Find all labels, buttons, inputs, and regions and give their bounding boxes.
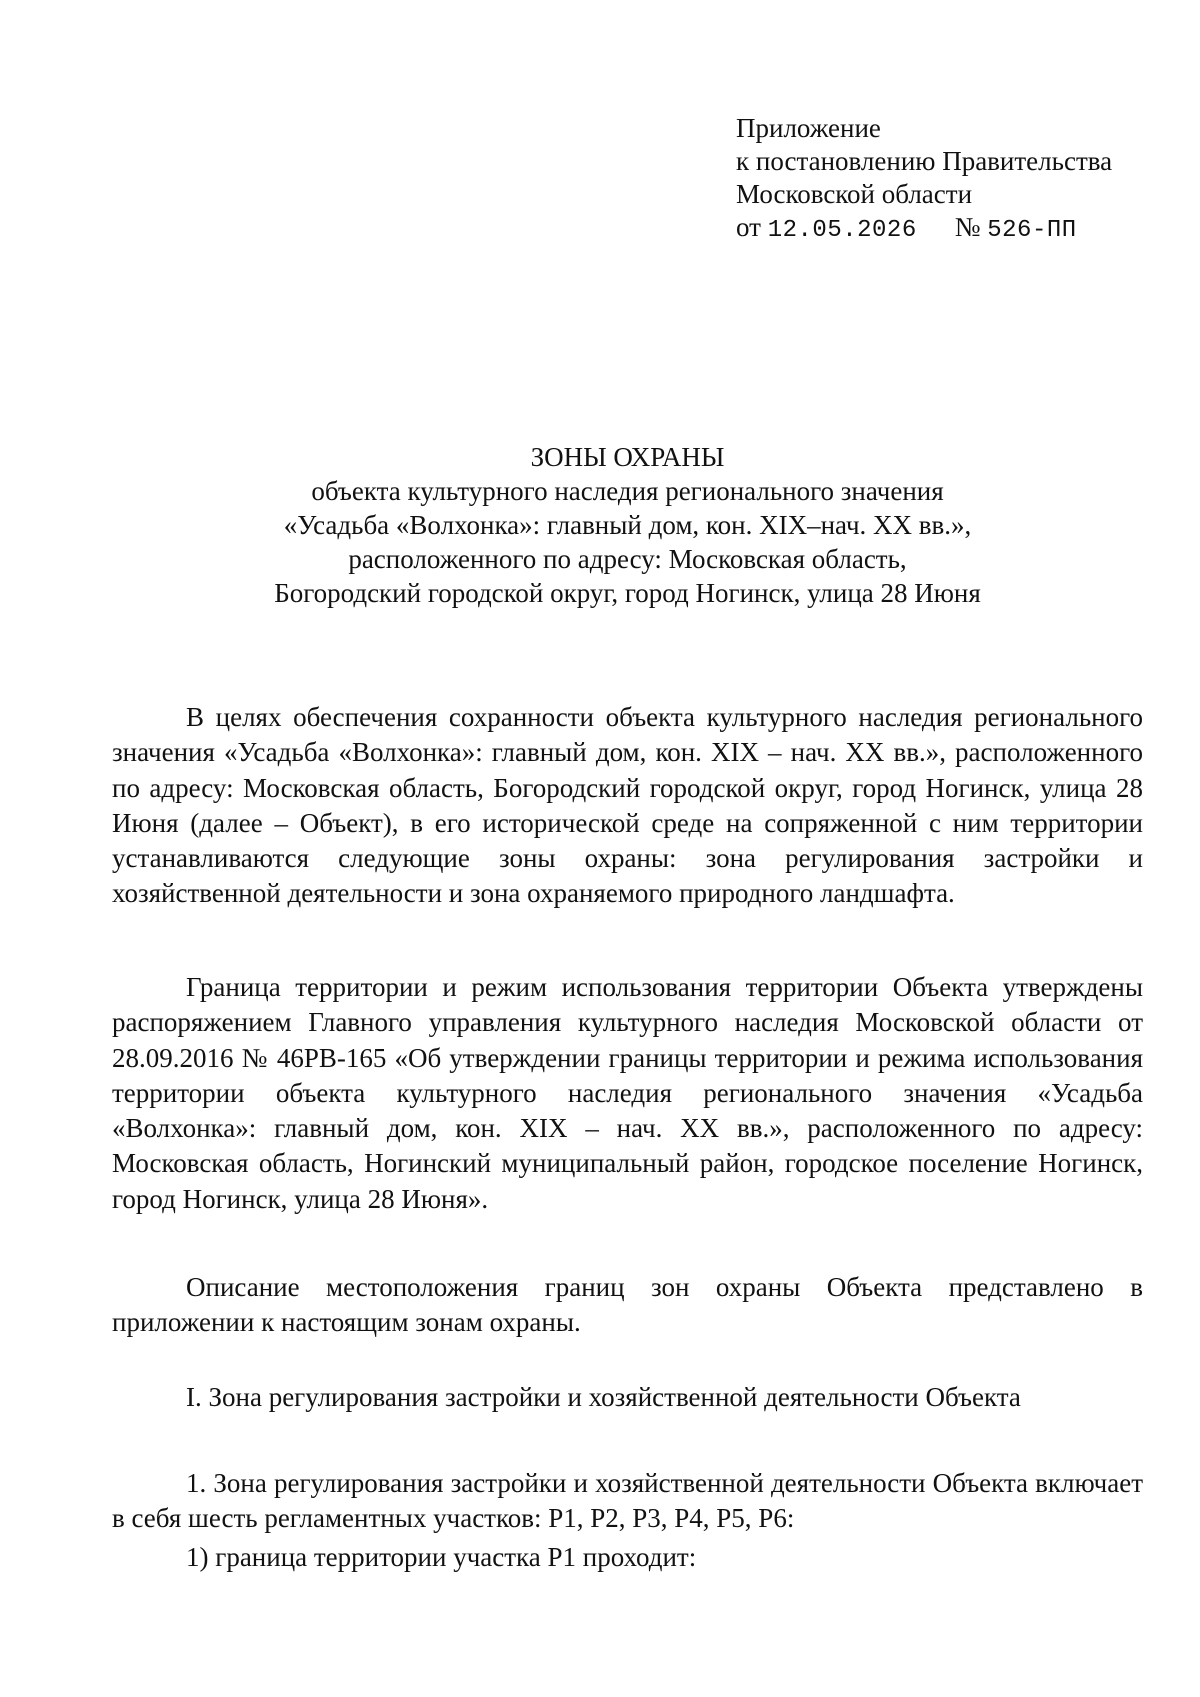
resolution-number: 526-ПП <box>987 217 1077 244</box>
list-item: 1) граница территории участка Р1 проходит: <box>186 1542 697 1572</box>
date-prefix: от <box>736 212 761 242</box>
section-heading: I. Зона регулирования застройки и хозяйственной деятельности Объекта <box>186 1382 1021 1412</box>
resolution-date: 12.05.2026 <box>767 217 917 244</box>
appendix-label: Приложение <box>736 113 881 143</box>
title-line-5: Богородский городской округ, город Ногинск, улица 28 Июня <box>274 578 981 608</box>
document-title <box>112 440 1143 610</box>
appendix-region: Московской области <box>736 179 973 209</box>
number-prefix: № <box>954 212 981 242</box>
appendix-header <box>736 112 1112 247</box>
appendix-date-number <box>736 211 1112 247</box>
title-line-3: «Усадьба «Волхонка»: главный дом, кон. XIX–нач. XX вв.», <box>283 510 972 540</box>
title-main: ЗОНЫ ОХРАНЫ <box>530 442 725 472</box>
paragraph-boundary-description: Описание местоположения границ зон охраны Объекта представлено в приложении к настоящим зонам охраны. <box>112 1272 1143 1338</box>
appendix-resolution: к постановлению Правительства <box>736 146 1113 176</box>
paragraph-zone-plots: 1. Зона регулирования застройки и хозяйственной деятельности Объекта включает в себя шесть регламентных участков: Р1, Р2, Р3, Р4, Р5, Р6: <box>112 1468 1143 1534</box>
title-line-4: расположенного по адресу: Московская область, <box>348 544 907 574</box>
paragraph-purpose: В целях обеспечения сохранности объекта культурного наследия регионального значения «Усадьба «Волхонка»: главный дом, кон. XIX – нач. XX вв.», расположенного по адресу: Московская область, Богородский городской округ, город Ногинск, улица 28 Июня (далее – Объект), в его исторической среде на сопряженной с ним территории устанавливаются следующие зоны охраны: зона регулирования застройки и хозяйственной деятельности и зона охраняемого природного ландшафта. <box>112 702 1143 909</box>
paragraph-territory-boundary: Граница территории и режим использования территории Объекта утверждены распоряжением Главного управления культурного наследия Московской области от 28.09.2016 № 46РВ-165 «Об утверждении границы территории и режима использования территории объекта культурного наследия регионального значения «Усадьба «Волхонка»: главный дом, кон. XIX – нач. XX вв.», расположенного по адресу: Московская область, Ногинский муниципальный район, городское поселение Ногинск, город Ногинск, улица 28 Июня». <box>112 972 1143 1214</box>
title-line-2: объекта культурного наследия регионального значения <box>311 476 944 506</box>
